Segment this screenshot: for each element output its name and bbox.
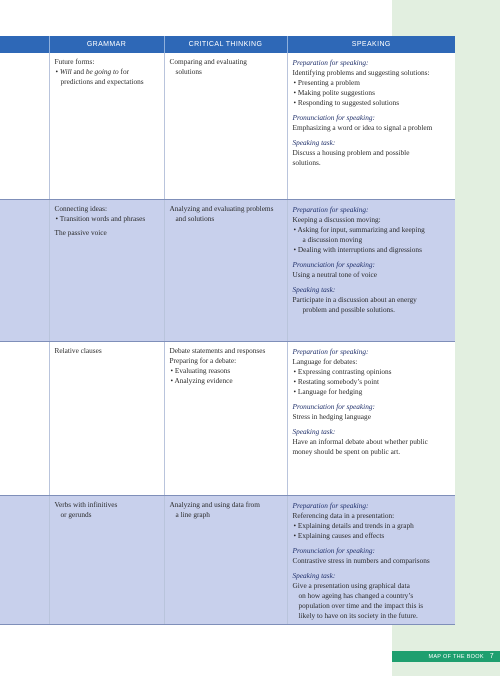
prep-intro: Language for debates:: [292, 357, 358, 366]
list-item: • Evaluating reasons: [170, 366, 282, 376]
map-of-book-table: [0, 36, 455, 625]
prep-heading: Preparation for speaking:: [292, 205, 369, 214]
prep-intro: Referencing data in a presentation:: [292, 511, 395, 520]
list-item: • Making polite suggestions: [293, 88, 451, 98]
grammar-bullet: [55, 67, 159, 77]
list-item: • Responding to suggested solutions: [293, 98, 451, 108]
task-text: Participate in a discussion about an energy: [292, 295, 417, 304]
list-item: • Language for hedging: [293, 387, 451, 397]
unit-cell: [0, 200, 49, 342]
task-heading: Speaking task:: [292, 571, 336, 580]
header-blank: [0, 36, 49, 53]
prep-heading: Preparation for speaking:: [292, 347, 369, 356]
task-text: on how ageing has changed a country’s: [298, 591, 414, 600]
critical-text: Debate statements and responses: [169, 346, 266, 355]
list-item-cont: a discussion moving: [302, 235, 363, 244]
pron-text: Using a neutral tone of voice: [292, 270, 377, 279]
list-item: • Analyzing evidence: [170, 376, 282, 386]
list-item: • Presenting a problem: [293, 78, 451, 88]
critical-thinking-cell: [164, 200, 287, 342]
critical-text: and solutions: [175, 214, 215, 223]
task-text: Discuss a housing problem and possible: [292, 148, 410, 157]
grammar-bullet: • Transition words and phrases: [55, 214, 159, 224]
speaking-cell: [287, 496, 455, 625]
grammar-text: and: [71, 67, 86, 76]
pron-heading: Pronunciation for speaking:: [292, 402, 375, 411]
table-row: [0, 200, 455, 342]
table-row: [0, 53, 455, 200]
grammar-cell: [49, 53, 164, 200]
header-critical-thinking: CRITICAL THINKING: [164, 36, 287, 53]
pron-heading: Pronunciation for speaking:: [292, 260, 375, 269]
pron-text: Emphasizing a word or idea to signal a problem: [292, 123, 433, 132]
critical-text: Analyzing and evaluating problems: [169, 204, 274, 213]
grammar-italic-will: Will: [59, 67, 72, 76]
critical-text: Analyzing and using data from: [169, 500, 260, 509]
prep-intro: Identifying problems and suggesting solutions:: [292, 68, 430, 77]
task-text: Have an informal debate about whether public: [292, 437, 428, 446]
header-speaking: SPEAKING: [287, 36, 455, 53]
prep-heading: Preparation for speaking:: [292, 501, 369, 510]
grammar-cell: [49, 496, 164, 625]
critical-text: solutions: [175, 67, 202, 76]
task-text: solutions.: [292, 158, 321, 167]
unit-cell: [0, 496, 49, 625]
grammar-text: Relative clauses: [54, 346, 102, 355]
page-footer: [392, 651, 500, 662]
list-item: • Explaining details and trends in a graph: [293, 521, 451, 531]
list-item: • Explaining causes and effects: [293, 531, 451, 541]
header-row: [0, 36, 455, 53]
grammar-text: or gerunds: [60, 510, 92, 519]
speaking-cell: [287, 342, 455, 496]
task-text: money should be spent on public art.: [292, 447, 401, 456]
grammar-italic-going: be going to: [85, 67, 119, 76]
critical-text: Preparing for a debate:: [169, 356, 237, 365]
unit-cell: [0, 342, 49, 496]
task-heading: Speaking task:: [292, 427, 336, 436]
prep-intro: Keeping a discussion moving:: [292, 215, 381, 224]
task-heading: Speaking task:: [292, 285, 336, 294]
page-number: 7: [489, 653, 494, 660]
pron-heading: Pronunciation for speaking:: [292, 546, 375, 555]
list-item: • Restating somebody’s point: [293, 377, 451, 387]
task-text: likely to have on its society in the future.: [298, 611, 418, 620]
task-heading: Speaking task:: [292, 138, 336, 147]
critical-thinking-cell: [164, 53, 287, 200]
footer-label: MAP OF THE BOOK: [428, 653, 484, 660]
grammar-text: predictions and expectations: [60, 77, 144, 86]
list-item: • Expressing contrasting opinions: [293, 367, 451, 377]
pron-heading: Pronunciation for speaking:: [292, 113, 375, 122]
grammar-text: The passive voice: [54, 228, 107, 237]
pron-text: Contrastive stress in numbers and comparisons: [292, 556, 430, 565]
critical-thinking-cell: [164, 496, 287, 625]
critical-text: a line graph: [175, 510, 210, 519]
list-item: • Dealing with interruptions and digressions: [293, 245, 451, 255]
grammar-text: Future forms:: [54, 57, 95, 66]
speaking-cell: [287, 53, 455, 200]
speaking-cell: [287, 200, 455, 342]
grammar-cell: [49, 342, 164, 496]
grammar-text: for: [118, 67, 130, 76]
task-text: Give a presentation using graphical data: [292, 581, 410, 590]
pron-text: Stress in hedging language: [292, 412, 371, 421]
prep-heading: Preparation for speaking:: [292, 58, 369, 67]
table-row: [0, 342, 455, 496]
header-grammar: GRAMMAR: [49, 36, 164, 53]
critical-thinking-cell: [164, 342, 287, 496]
table-row: [0, 496, 455, 625]
task-text: problem and possible solutions.: [302, 305, 395, 314]
unit-cell: [0, 53, 49, 200]
list-item: • Asking for input, summarizing and keeping: [293, 225, 451, 235]
grammar-text: Connecting ideas:: [54, 204, 107, 213]
grammar-text: Verbs with infinitives: [54, 500, 118, 509]
critical-text: Comparing and evaluating: [169, 57, 247, 66]
task-text: population over time and the impact this is: [298, 601, 424, 610]
grammar-cell: [49, 200, 164, 342]
